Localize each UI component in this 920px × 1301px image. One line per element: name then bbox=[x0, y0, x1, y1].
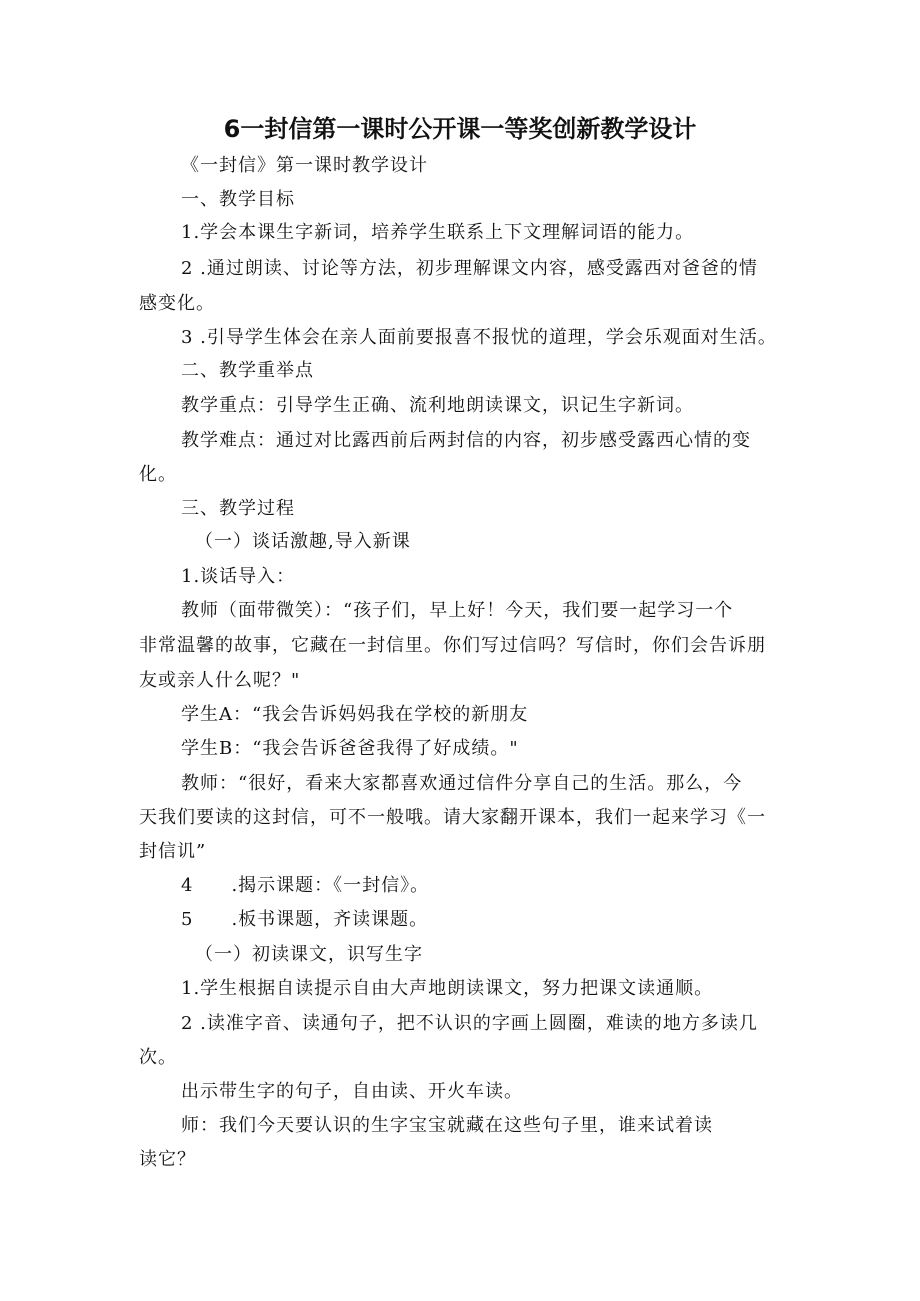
difficulty-line-2: 化。 bbox=[139, 464, 177, 485]
teacher-prompt-line-2: 读它？ bbox=[139, 1149, 196, 1170]
teacher-prompt-line-1: 师：我们今天要认识的生字宝宝就藏在这些句子里，谁来试着读 bbox=[181, 1115, 713, 1136]
reading-step-2-line-1: 2 .读准字音、读通句子，把不认识的字画上圆圈，难读的地方多读几 bbox=[181, 1013, 758, 1034]
subsection-heading-intro: （一）谈话激趣,导入新课 bbox=[195, 531, 411, 552]
reading-step-2-line-2: 次。 bbox=[139, 1047, 177, 1068]
teacher-response-line-3: 封信讥” bbox=[139, 841, 207, 862]
reading-note-line: 出示带生字的句子，自由读、开火车读。 bbox=[181, 1081, 523, 1102]
subtitle-line: 《一封信》第一课时教学设计 bbox=[181, 155, 428, 176]
teacher-dialogue-line-2: 非常温馨的故事，它藏在一封信里。你们写过信吗？写信时，你们会告诉朋 bbox=[139, 635, 766, 656]
difficulty-line-1: 教学难点：通过对比露西前后两封信的内容，初步感受露西心情的变 bbox=[181, 430, 751, 451]
process-step-5: 5 .板书课题，齐读课题。 bbox=[181, 909, 429, 930]
teacher-dialogue-line-1: 教师（面带微笑）：“孩子们，早上好！今天，我们要一起学习一个 bbox=[181, 600, 734, 621]
objective-3: 3 .引导学生体会在亲人面前要报喜不报忧的道理，学会乐观面对生活。 bbox=[181, 327, 777, 348]
reading-step-1: 1.学生根据自读提示自由大声地朗读课文，努力把课文读通顺。 bbox=[181, 978, 714, 999]
section-heading-objectives: 一、教学目标 bbox=[181, 189, 295, 210]
process-step-1: 1.谈话导入： bbox=[181, 566, 296, 587]
section-heading-key-points: 二、教学重举点 bbox=[181, 360, 314, 381]
objective-1: 1.学会本课生字新词，培养学生联系上下文理解词语的能力。 bbox=[181, 222, 695, 243]
process-step-4: 4 .揭示课题：《一封信》。 bbox=[181, 875, 430, 896]
student-b-line: 学生B：“我会告诉爸爸我得了好成绩。" bbox=[181, 738, 519, 759]
section-heading-process: 三、教学过程 bbox=[181, 498, 295, 519]
key-point-line: 教学重点：引导学生正确、流利地朗读课文，识记生字新词。 bbox=[181, 395, 694, 416]
teacher-response-line-1: 教师：“很好，看来大家都喜欢通过信件分享自己的生活。那么，今 bbox=[181, 773, 743, 794]
student-a-line: 学生A：“我会告诉妈妈我在学校的新朋友 bbox=[181, 704, 529, 725]
teacher-dialogue-line-3: 友或亲人什么呢？" bbox=[139, 670, 301, 691]
subsection-heading-reading: （一）初读课文，识写生字 bbox=[195, 944, 423, 965]
objective-2-line-1: 2 .通过朗读、讨论等方法，初步理解课文内容，感受露西对爸爸的情 bbox=[181, 258, 758, 279]
document-title: 6一封信第一课时公开课一等奖创新教学设计 bbox=[223, 115, 697, 143]
teacher-response-line-2: 天我们要读的这封信，可不一般哦。请大家翻开课本，我们一起来学习《一 bbox=[139, 807, 766, 828]
objective-2-line-2: 感变化。 bbox=[139, 293, 215, 314]
